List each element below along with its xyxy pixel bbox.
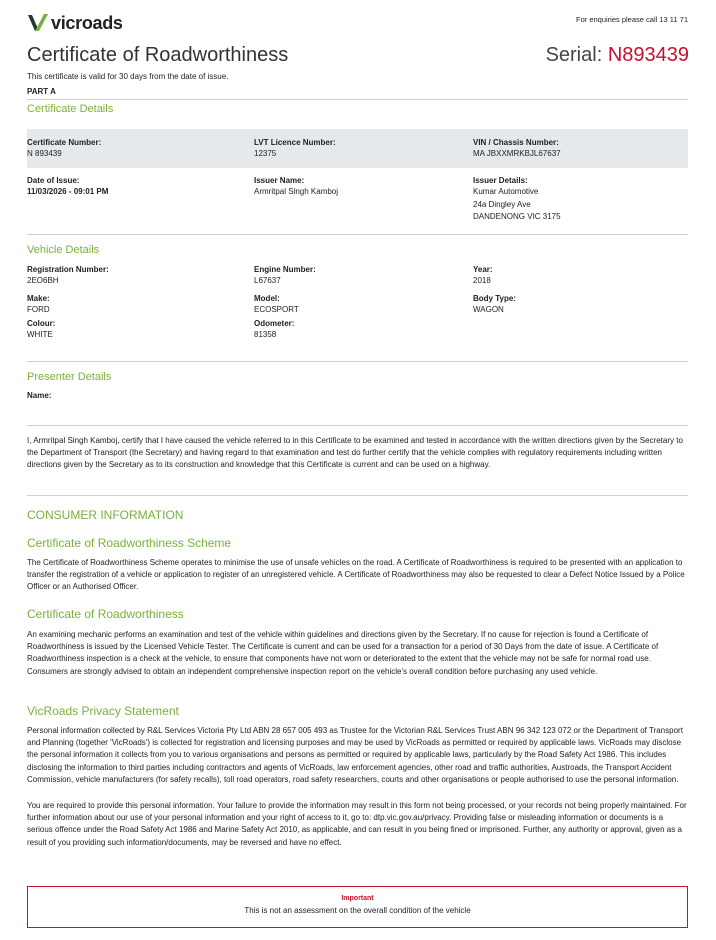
vin-number: MA JBXXMRKBJL67637 [473, 149, 561, 158]
colour: WHITE [27, 330, 53, 339]
lvt-label: LVT Licence Number: [254, 138, 336, 147]
body-type: WAGON [473, 305, 504, 314]
year-label: Year: [473, 265, 493, 274]
divider [27, 99, 688, 100]
serial [546, 44, 689, 67]
privacy-text-2: You are required to provide this personal information. Your failure to provide the information may result in this form not being processed, or your records not being properly maintained. For further information about our use of your personal information and your right of access to it, go to: dtp.vic.gov.au/privacy. Providing false or misleading information or documents is a serious offence under the Road Safety Act 1986 and Marine Safety Act 2010, as applicable, and can result in you being fined or imprisoned. Further, any authority or approval, given as a result of you providing such information/documents, may be reversed and have no effect. [27, 801, 687, 847]
validity-text: This certificate is valid for 30 days from the date of issue. [27, 72, 229, 81]
engine-number: L67637 [254, 276, 281, 285]
section-presenter-details: Presenter Details [27, 371, 112, 383]
issue-date: 11/03/2026 - 09:01 PM [27, 187, 109, 196]
logo-text: vicroads [51, 12, 123, 33]
scheme-text: The Certificate of Roadworthiness Scheme operates to minimise the use of unsafe vehicles on the road. A Certificate of Roadworthiness is required to be presented with an application to transfer the registration of a vehicle or application to register of an unregistered vehicle. A Certificate of Roadworthiness may also be requested to clear a Defect Notice Issued by a Police Officer or an Authorised Officer. [27, 558, 685, 592]
lvt-number: 12375 [254, 149, 277, 158]
issuer-details-label: Issuer Details: [473, 176, 528, 185]
rego-number: 2EO6BH [27, 276, 59, 285]
enquiries-text: For enquiries please call 13 11 71 [575, 15, 688, 24]
privacy-heading: VicRoads Privacy Statement [27, 704, 179, 718]
issuer-line-2: 24a Dingley Ave [473, 200, 531, 209]
issuer-name: Armritpal Singh Kamboj [254, 187, 339, 196]
rego-label: Registration Number: [27, 265, 109, 274]
issuer-line-3: DANDENONG VIC 3175 [473, 212, 561, 221]
divider [27, 234, 688, 235]
page-title: Certificate of Roadworthiness [27, 44, 289, 66]
certificate-heading: Certificate of Roadworthiness [27, 607, 184, 621]
serial-number: N893439 [607, 44, 689, 66]
odometer: 81358 [254, 330, 277, 339]
year: 2018 [473, 276, 491, 285]
declaration-text: I, Armritpal Singh Kamboj, certify that I have caused the vehicle referred to in this Certificate to be examined and tested in accordance with the written directions given by the Secretary to the Department of Transport (the Secretary) and having regard to that examination and test do further certify that the vehicle complies with regulatory requirements including written directions given by the Secretary as to its construction and knowledge that this Certificate is current and can be used on a highway. [27, 436, 683, 470]
details-band [27, 129, 688, 168]
divider [27, 495, 688, 496]
certificate-text: An examining mechanic performs an examination and test of the vehicle within guidelines and directions given by the Secretary. If no cause for rejection is found a Certificate of Roadworthiness is issued by the Licensed Vehicle Tester. The Certificate is current and can be used for a transaction for a period of 30 Days from the date of issue. A Certificate of Roadworthiness inspection is a check at the vehicle, to ensure that components have not worn or deteriorated to the extent that the vehicle may not be safe for normal road use. Consumers are strongly advised to obtain an independent comprehensive inspection report on the vehicle's overall condition before purchasing any used vehicle. [27, 630, 659, 676]
issuer-line-1: Kumar Automotive [473, 187, 539, 196]
serial-label: Serial: [545, 44, 608, 66]
colour-label: Colour: [27, 319, 56, 328]
vicroads-tick-icon [27, 12, 49, 34]
model-label: Model: [254, 294, 280, 303]
date-label: Date of Issue: [27, 176, 80, 185]
odometer-label: Odometer: [254, 319, 295, 328]
engine-label: Engine Number: [254, 265, 316, 274]
important-notice [27, 886, 688, 928]
presenter-name-label: Name: [27, 391, 52, 400]
consumer-information-heading: CONSUMER INFORMATION [27, 508, 184, 522]
make: FORD [27, 305, 50, 314]
divider [27, 425, 688, 426]
vicroads-logo [27, 12, 123, 34]
make-label: Make: [27, 294, 50, 303]
important-title: Important [341, 895, 374, 902]
cert-number: N 893439 [27, 149, 62, 158]
divider [27, 361, 688, 362]
issuer-name-label: Issuer Name: [254, 176, 305, 185]
scheme-heading: Certificate of Roadworthiness Scheme [27, 536, 232, 550]
important-text: This is not an assessment on the overall condition of the vehicle [244, 906, 471, 915]
privacy-text-1: Personal information collected by R&L Services Victoria Pty Ltd ABN 28 657 005 493 as Trustee for the Victorian R&L Services Trust ABN 96 342 123 072 or the Department of Transport and Planning (together 'VicRoads') is collected for registration and licensing purposes and may be used by VicRoads as permitted or required by applicable laws. VicRoads may disclose the personal information it collects from you to various organisations and persons as permitted or required by applicable laws, particularly by the Road Safety Act 1986. This includes disclosing the information to third parties including contractors and agents of VicRoads, law enforcement agencies, other road and traffic authorities, Austroads, the Transport Accident Commission, vehicle manufacturers (for safety recalls), toll road operators, road safety researchers, courts and other organisations or people authorised to use the personal information. [27, 726, 683, 784]
section-certificate-details: Certificate Details [27, 103, 114, 115]
section-vehicle-details: Vehicle Details [27, 244, 100, 256]
body-type-label: Body Type: [473, 294, 516, 303]
model: ECOSPORT [254, 305, 299, 314]
part-label: PART A [27, 87, 56, 96]
vin-label: VIN / Chassis Number: [473, 138, 559, 147]
cert-number-label: Certificate Number: [27, 138, 102, 147]
